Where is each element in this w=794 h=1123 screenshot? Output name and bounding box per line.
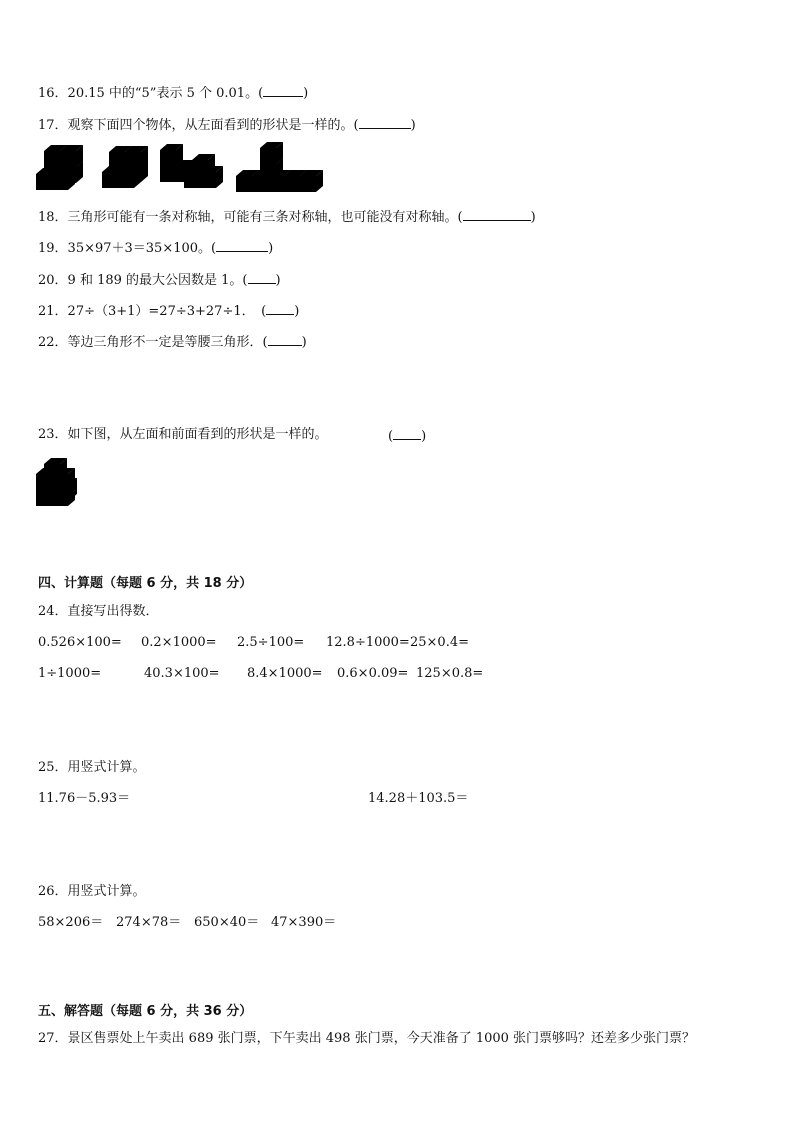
question-21-text: 21．27÷（3+1）=27÷3+27÷1． ( [38,304,267,319]
question-27-text: 27．景区售票处上午卖出 689 张门票，下午卖出 498 张门票，今天准备了 1000 张门票够吗？还差多少张门票？ [38,1031,696,1046]
calc-item: 125×0.8= [416,666,484,681]
question-19: 19．35×97＋3＝35×100。( ) [38,241,274,256]
question-25-text: 25．用竖式计算。 [38,760,146,775]
answer-blank-16[interactable] [263,84,303,97]
solid-c [160,144,223,188]
answer-blank-18[interactable] [463,208,531,221]
question-26-text: 26．用竖式计算。 [38,884,146,899]
answer-blank-21[interactable] [266,302,294,315]
calc-item: 14.28＋103.5＝ [368,791,469,806]
question-24-text: 24．直接写出得数． [38,604,159,619]
answer-blank-20[interactable] [248,271,276,284]
cube-figures-q17 [36,140,326,196]
calc-item: 0.526×100= [38,635,122,650]
question-22: 22．等边三角形不一定是等腰三角形．( ) [38,335,307,350]
calc-item: 25×0.4= [410,635,470,650]
answer-blank-23[interactable] [393,427,421,440]
question-20-text: 20．9 和 189 的最大公因数是 1。( [38,273,248,288]
calc-item: 274×78＝ [116,915,182,930]
calc-item: 11.76－5.93＝ [38,791,131,806]
question-21: 21．27÷（3+1）=27÷3+27÷1． ( ) [38,304,300,319]
calc-item: 1÷1000= [38,666,102,681]
calc-item: 0.2×1000= [141,635,217,650]
section-5-heading: 五、解答题（每题 6 分，共 36 分） [38,1004,253,1019]
solid-a [36,145,83,190]
question-17-text: 17．观察下面四个物体，从左面看到的形状是一样的。( [38,118,359,133]
section-4-heading: 四、计算题（每题 6 分，共 18 分） [38,576,253,591]
answer-blank-17[interactable] [359,116,411,129]
question-16-text: 16．20.15 中的“5”表示 5 个 0.01。( [38,86,264,101]
cube-figure-q23 [36,456,96,508]
question-23 [38,427,328,443]
calc-item: 0.6×0.09= [337,666,409,681]
question-22-text: 22．等边三角形不一定是等腰三角形．( [38,335,268,350]
calc-item: 12.8÷1000= [326,635,410,650]
calc-item: 8.4×1000= [247,666,323,681]
solid-b [102,146,148,188]
question-20: 20．9 和 189 的最大公因数是 1。( ) [38,273,281,288]
question-16: 16．20.15 中的“5”表示 5 个 0.01。( ) [38,86,309,101]
calc-item: 58×206＝ [38,915,104,930]
answer-blank-22[interactable] [268,333,302,346]
calc-item: 2.5÷100= [237,635,305,650]
question-18: 18．三角形可能有一条对称轴，可能有三条对称轴，也可能没有对称轴。( ) [38,210,536,225]
calc-item: 40.3×100= [144,666,220,681]
question-23-answer: ( ) [388,429,427,444]
question-18-text: 18．三角形可能有一条对称轴，可能有三条对称轴，也可能没有对称轴。( [38,210,463,225]
calc-item: 650×40＝ [194,915,260,930]
question-17: 17．观察下面四个物体，从左面看到的形状是一样的。( ) [38,118,416,133]
question-23-text: 23．如下图，从左面和前面看到的形状是一样的。 [38,427,328,442]
answer-blank-19[interactable] [216,239,268,252]
solid-d [236,142,323,192]
question-19-text: 19．35×97＋3＝35×100。( [38,241,217,256]
calc-item: 47×390＝ [271,915,337,930]
